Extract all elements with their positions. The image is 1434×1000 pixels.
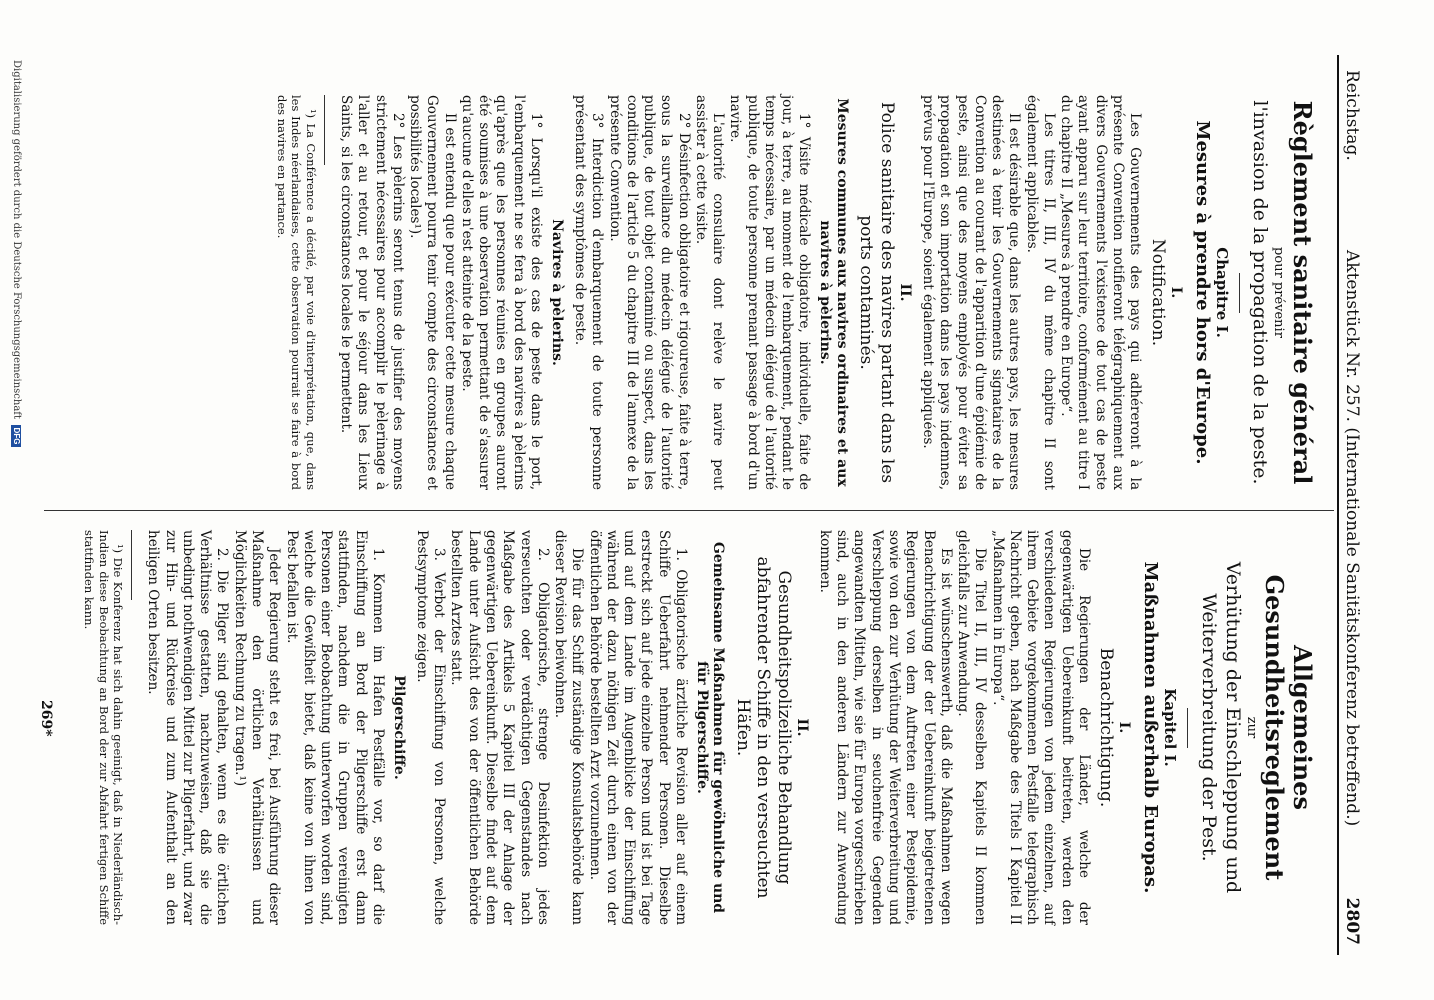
- german-section-1-number: I.: [1116, 721, 1133, 734]
- french-paragraph: Il est entendu que pour exécuter cette mesure chaque Gouvernement pourra tenir compte des circonstances et possibilités locales¹).: [407, 95, 458, 490]
- header-rule: [1337, 55, 1339, 955]
- german-paragraph: 1. Kommen im Hafen Pestfälle vor, so darf die Einschiffung an Bord der Pilgerschiffe erst dann stattfinden, nachdem die in Gruppen vereinigten Personen einer Beobachtung unterworfen worden sind, welche die Gewißheit bietet, daß keine von ihnen von Pest befallen ist.: [283, 530, 386, 925]
- french-chapter-label: Chapitre I.: [1212, 247, 1231, 338]
- german-column: [82, 530, 1334, 925]
- german-section-1-title: Benachrichtigung.: [1096, 647, 1117, 808]
- dfg-logo: DFG: [12, 425, 22, 447]
- french-paragraph: 2° Les pèlerins seront tenus de justifier des moyens strictement nécessaires pour accomplir le pèlerinage à l'aller et au retour, et pour le séjour dans les Lieux Saints, si les circonstances locales le permettent.: [338, 95, 406, 490]
- german-paragraph: Es ist wünschenswerth, daß die Maßnahmen wegen Benachrichtigung der der Uebereinkunft beigetretenen Regierungen von dem Auftreten einer Pestepidemie, sowie von den zur Verhütung der Weiterverbreitung und Verschleppung derselben in seuchenfreie Gegenden angewandten Mitteln, wie sie für Europa vorgeschrieben sind, auch in den anderen Ländern zur Anwendung kommen.: [816, 530, 954, 925]
- german-common-measures-heading: Gemeinsame Maßnahmen für gewöhnliche und für Pilgerschiffe.: [693, 541, 727, 914]
- german-pilgrim-heading: Pilgerschiffe.: [390, 675, 407, 780]
- french-paragraph: L'autorité consulaire dont relève le navire peut assister à cette visite.: [692, 95, 727, 490]
- french-paragraph: Les Gouvernements des pays qui adhéreront à la présente Convention notifieront télégraphiquement aux divers Gouvernements l'existence de tout cas de peste ayant apparu sur leur territoire, conformément au titre I du chapitre II „Mesures à prendre en Europe“.: [1058, 95, 1144, 490]
- german-section-2-number: II.: [793, 718, 810, 737]
- german-paragraph: 2. Die Pilger sind gehalten, wenn es die örtlichen Verhältnisse gestatten, nachzuweisen, daß sie die unbedingt nothwendigen Mittel zur Pilgerfahrt, und zwar zur Hin- und Rückreise und zum Aufenthalt an den heiligen Orten besitzen.: [145, 530, 231, 925]
- french-section-1-title: Notification.: [1147, 238, 1168, 347]
- german-footnote-rule: [131, 530, 132, 600]
- column-divider: [44, 510, 1334, 511]
- german-section-2-title: Gesundheitspolizeiliche Behandlung abfahrender Schiffe in den verseuchten Häfen.: [732, 556, 794, 899]
- header-page-number: 2807: [1342, 897, 1362, 945]
- german-chapter-label: Kapitel I.: [1161, 688, 1180, 767]
- german-zur: zur: [1243, 716, 1259, 739]
- french-pour-prevenir: pour prévenir: [1271, 247, 1287, 338]
- digitization-credit: [11, 60, 22, 447]
- french-footnote-rule: [324, 95, 325, 165]
- french-footnote: ¹) La Conférence a décidé, par voie d'interprétation, que, dans les Indes néerlandaises, cette observation pourrait se faire à bord des navires en partance.: [274, 95, 318, 490]
- french-paragraph: 3° Interdiction d'embarquement de toute personne présentant des symptômes de peste.: [571, 95, 606, 490]
- german-paragraph: Die für das Schiff zuständige Konsulatsbehörde kann dieser Revision beiwohnen.: [552, 530, 586, 925]
- german-paragraph: 1. Obligatorische ärztliche Revision aller auf einem Schiffe Ueberfahrt nehmender Personen. Dieselbe erstreckt sich auf jede einzelne Person und ist bei Tage und auf dem Lande im Augenblicke der Einschiffung während der dazu nöthigen Zeit durch einen von der öffentlichen Behörde bestellten Arzt vorzunehmen.: [586, 530, 689, 925]
- french-section-2-title: Police sanitaire des navires partant dans les ports contaminés.: [856, 101, 897, 484]
- german-chapter-title: Maßnahmen außerhalb Europas.: [1140, 561, 1162, 894]
- german-subtitle: Verhütung der Einschleppung und Weiterverbreitung der Pest.: [1198, 561, 1244, 894]
- french-title: Règlement sanitaire général: [1288, 100, 1317, 485]
- bottom-page-number: 269*: [38, 700, 54, 737]
- french-chapter-title: Mesures à prendre hors d'Europe.: [1191, 120, 1213, 465]
- french-column: [275, 95, 1334, 490]
- french-common-measures-heading: Mesures communes aux navires ordinaires et aux navires à pèlerins.: [817, 98, 851, 487]
- digitization-text: Digitalisierung gefördert durch die Deutsche Forschungsgemeinschaft: [11, 60, 22, 419]
- german-footnote: ¹) Die Konferenz hat sich dahin geeinigt, daß in Niederländisch-Indien diese Beobachtung an Bord der zur Abfahrt fertigen Schiffe stattfinden kann.: [82, 530, 126, 925]
- french-paragraph: 1° Visite médicale obligatoire, individuelle, faite de jour, à terre, au moment de l'embarquement, pendant le temps nécessaire, par un médecin délégué de l'autorité publique, de toute personne prenant passage à bord d'un navire.: [727, 95, 813, 490]
- french-subtitle: l'invasion de la propagation de la peste.: [1249, 100, 1272, 485]
- french-pilgrim-heading: Navires à pèlerins.: [548, 219, 565, 366]
- french-section-2-number: II.: [896, 283, 913, 302]
- german-paragraph: Die Titel II, III, IV desselben Kapitels II kommen gleichfalls zur Anwendung.: [955, 530, 989, 925]
- german-paragraph: Jeder Regierung steht es frei, bei Ausführung dieser Maßnahme den örtlichen Verhältnissen und Möglichkeiten Rechnung zu tragen.¹): [231, 530, 283, 925]
- french-paragraph: 1° Lorsqu'il existe des cas de peste dans le port, l'embarquement ne se fera à bord des navires à pèlerins qu'après que les personnes réunies en groupes auront été soumises à une observation permettant de s'assurer qu'aucune d'elles n'est atteinte de la peste.: [458, 95, 544, 490]
- header-center: Aktenstück Nr. 257. (Internationale Sanitätskonferenz betreffend.): [1342, 250, 1362, 827]
- french-paragraph: Il est désirable que, dans les autres pays, les mesures destinées à tenir les Gouvernements signataires de la Convention au courant de l'apparition d'une épidémie de peste, ainsi que des moyens employés pour éviter sa propagation et son importation dans les pays indemnes, prévus pour l'Europe, soient également appliquées.: [920, 95, 1023, 490]
- french-paragraph: 2° Désinfection obligatoire et rigoureuse, faite à terre, sous la surveillance du médecin délégué de l'autorité publique, de tout objet contaminé ou suspect, dans les conditions de l'article 5 du chapitre III de l'annexe de la présente Convention.: [606, 95, 692, 490]
- header-left: Reichstag.: [1342, 70, 1362, 161]
- french-title-rule: [1239, 273, 1240, 313]
- german-paragraph: 2. Obligatorische, strenge Desinfektion jedes verseuchten oder verdächtigen Gegenstandes nach Maßgabe des Artikels 5 Kapitel III der Anlage der gegenwärtigen Uebereinkunft. Dieselbe findet auf dem Lande unter Aufsicht des von der öffentlichen Behörde bestellten Arztes statt.: [448, 530, 551, 925]
- german-paragraph: 3. Verbot der Einschiffung von Personen, welche Pestsymptome zeigen.: [413, 530, 448, 925]
- german-paragraph: Die Regierungen der Länder, welche der gegenwärtigen Uebereinkunft beitreten, werden den verschiedenen Regierungen von jedem einzelnen, auf ihrem Gebiete vorgekommenen Pestfalle telegraphisch Nachricht geben, nach Maßgabe des Titels I Kapitel II „Maßnahmen in Europa“.: [989, 530, 1092, 925]
- french-section-1-number: I.: [1167, 286, 1184, 299]
- german-title: Allgemeines Gesundheitsreglement: [1260, 574, 1317, 881]
- french-paragraph: Les titres II, III, IV du même chapitre II sont également applicables.: [1023, 95, 1057, 490]
- german-title-rule: [1187, 708, 1188, 748]
